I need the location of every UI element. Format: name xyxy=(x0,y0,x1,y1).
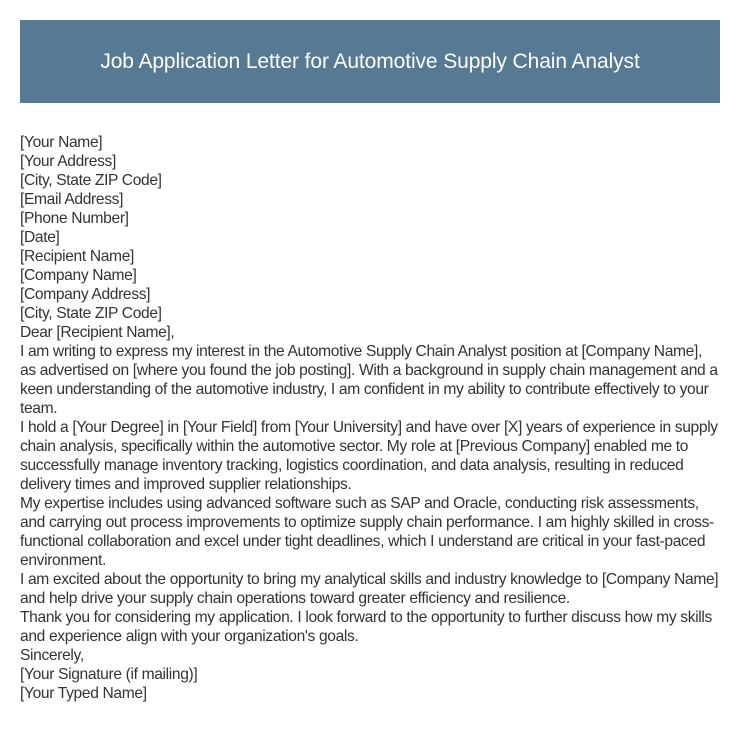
recipient-company: [Company Name] xyxy=(20,267,137,284)
recipient-name: [Recipient Name] xyxy=(20,248,135,265)
sender-city-state-zip: [City, State ZIP Code] xyxy=(20,172,162,189)
sender-name: [Your Name] xyxy=(20,134,103,151)
closing: Sincerely, xyxy=(20,647,84,664)
paragraph-intro: I am writing to express my interest in the Automotive Supply Chain Analyst position at [Company Name], as advertised on [where you found the job posting]. With a background in supply chain management and a keen understanding of the automotive industry, I am confident in my ability to contribute effectively to your team. xyxy=(20,343,718,417)
sender-email: [Email Address] xyxy=(20,191,124,208)
sender-phone: [Phone Number] xyxy=(20,210,129,227)
recipient-city-state-zip: [City, State ZIP Code] xyxy=(20,305,162,322)
sender-address: [Your Address] xyxy=(20,153,116,170)
signature: [Your Signature (if mailing)] xyxy=(20,666,198,683)
paragraph-motivation: I am excited about the opportunity to bring my analytical skills and industry knowledge to [Company Name] and help drive your supply chain operations toward greater efficiency and resilience. xyxy=(20,571,719,607)
letter-body xyxy=(20,133,720,703)
recipient-company-address: [Company Address] xyxy=(20,286,151,303)
paragraph-expertise: My expertise includes using advanced software such as SAP and Oracle, conducting risk assessments, and carrying out process improvements to optimize supply chain performance. I am highly skilled in cross-functional collaboration and excel under tight deadlines, which I understand are critical in your fast-paced environment. xyxy=(20,495,714,569)
typed-name: [Your Typed Name] xyxy=(20,685,147,702)
page-title: Job Application Letter for Automotive Supply Chain Analyst xyxy=(100,49,640,73)
letter-date: [Date] xyxy=(20,229,60,246)
salutation: Dear [Recipient Name], xyxy=(20,324,175,341)
paragraph-thanks: Thank you for considering my application. I look forward to the opportunity to further discuss how my skills and experience align with your organization's goals. xyxy=(20,609,712,645)
paragraph-background: I hold a [Your Degree] in [Your Field] from [Your University] and have over [X] years of experience in supply chain analysis, specifically within the automotive sector. My role at [Previous Company] enabled me to successfully manage inventory tracking, logistics coordination, and data analysis, resulting in reduced delivery times and improved supplier relationships. xyxy=(20,419,718,493)
title-banner xyxy=(20,20,720,103)
